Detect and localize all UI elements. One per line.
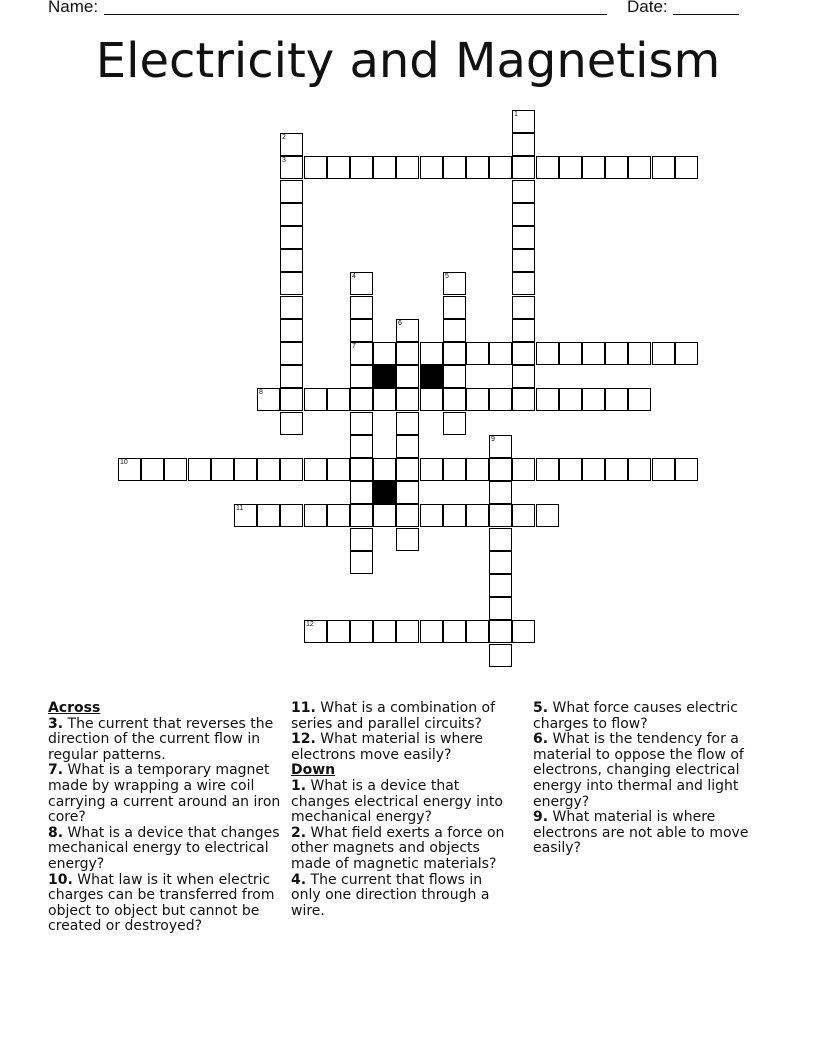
grid-cell[interactable] bbox=[466, 504, 489, 527]
grid-cell[interactable] bbox=[536, 458, 559, 481]
grid-cell[interactable] bbox=[420, 504, 443, 527]
grid-cell[interactable] bbox=[350, 296, 373, 319]
clue-across-10: 10. What law is it when electric charges can be transferred from object to object but cannot be created or destroyed? bbox=[48, 871, 275, 935]
grid-cell[interactable] bbox=[675, 156, 698, 179]
clue-number: 4 bbox=[352, 273, 356, 280]
clues-column-3 bbox=[533, 701, 763, 857]
grid-cell[interactable] bbox=[350, 435, 373, 458]
clue-number: 7 bbox=[352, 343, 356, 350]
grid-cell[interactable] bbox=[280, 319, 303, 342]
grid-cell[interactable] bbox=[257, 388, 280, 411]
grid-cell[interactable] bbox=[280, 203, 303, 226]
grid-cell[interactable] bbox=[280, 296, 303, 319]
grid-cell[interactable] bbox=[512, 272, 535, 295]
grid-cell[interactable] bbox=[559, 156, 582, 179]
grid-cell[interactable] bbox=[466, 388, 489, 411]
grid-cell[interactable] bbox=[280, 226, 303, 249]
grid-cell[interactable] bbox=[420, 458, 443, 481]
grid-cell[interactable] bbox=[304, 504, 327, 527]
grid-cell[interactable] bbox=[280, 249, 303, 272]
grid-cell[interactable] bbox=[536, 342, 559, 365]
grid-cell[interactable] bbox=[559, 388, 582, 411]
grid-cell[interactable] bbox=[536, 156, 559, 179]
clue-number: 12 bbox=[306, 621, 314, 628]
grid-cell[interactable] bbox=[512, 296, 535, 319]
grid-cell[interactable] bbox=[396, 388, 419, 411]
grid-cell[interactable] bbox=[373, 156, 396, 179]
clue-number: 11 bbox=[236, 505, 244, 512]
grid-cell[interactable] bbox=[350, 458, 373, 481]
clue-number: 2 bbox=[282, 134, 286, 141]
grid-cell[interactable] bbox=[512, 249, 535, 272]
clue-number: 5 bbox=[445, 273, 449, 280]
grid-cell[interactable] bbox=[257, 504, 280, 527]
grid-cell[interactable] bbox=[443, 504, 466, 527]
grid-cell[interactable] bbox=[512, 365, 535, 388]
grid-cell[interactable] bbox=[489, 481, 512, 504]
date-field[interactable] bbox=[673, 14, 739, 15]
grid-cell[interactable] bbox=[628, 388, 651, 411]
grid-cell[interactable] bbox=[489, 620, 512, 643]
grid-cell[interactable] bbox=[512, 180, 535, 203]
grid-cell[interactable] bbox=[512, 342, 535, 365]
grid-cell[interactable] bbox=[118, 458, 141, 481]
grid-cell[interactable] bbox=[489, 504, 512, 527]
grid-cell[interactable] bbox=[396, 156, 419, 179]
grid-cell[interactable] bbox=[350, 551, 373, 574]
grid-cell[interactable] bbox=[443, 458, 466, 481]
black-cell bbox=[373, 365, 396, 388]
grid-cell[interactable] bbox=[420, 388, 443, 411]
clue-across-8: 8. What is a device that changes mechanical energy to electrical energy? bbox=[48, 824, 280, 872]
grid-cell[interactable] bbox=[396, 412, 419, 435]
grid-cell[interactable] bbox=[443, 342, 466, 365]
grid-cell[interactable] bbox=[466, 458, 489, 481]
clue-number: 1 bbox=[514, 111, 518, 118]
grid-cell[interactable] bbox=[141, 458, 164, 481]
across-heading: Across bbox=[48, 700, 101, 716]
grid-cell[interactable] bbox=[350, 156, 373, 179]
clue-down-4: 4. The current that flows in only one direction through a wire. bbox=[291, 871, 490, 919]
grid-cell[interactable] bbox=[280, 133, 303, 156]
grid-cell[interactable] bbox=[582, 458, 605, 481]
grid-cell[interactable] bbox=[489, 551, 512, 574]
grid-cell[interactable] bbox=[373, 504, 396, 527]
clue-down-1: 1. What is a device that changes electrical energy into mechanical energy? bbox=[291, 777, 503, 826]
grid-cell[interactable] bbox=[234, 458, 257, 481]
grid-cell[interactable] bbox=[280, 342, 303, 365]
grid-cell[interactable] bbox=[512, 133, 535, 156]
grid-cell[interactable] bbox=[327, 156, 350, 179]
grid-cell[interactable] bbox=[489, 156, 512, 179]
grid-cell[interactable] bbox=[280, 180, 303, 203]
grid-cell[interactable] bbox=[489, 435, 512, 458]
black-cell bbox=[420, 365, 443, 388]
grid-cell[interactable] bbox=[675, 342, 698, 365]
grid-cell[interactable] bbox=[350, 528, 373, 551]
grid-cell[interactable] bbox=[396, 458, 419, 481]
grid-cell[interactable] bbox=[420, 620, 443, 643]
grid-cell[interactable] bbox=[536, 388, 559, 411]
grid-cell[interactable] bbox=[327, 504, 350, 527]
grid-cell[interactable] bbox=[512, 319, 535, 342]
grid-cell[interactable] bbox=[327, 458, 350, 481]
grid-cell[interactable] bbox=[420, 342, 443, 365]
grid-cell[interactable] bbox=[512, 156, 535, 179]
grid-cell[interactable] bbox=[443, 388, 466, 411]
grid-cell[interactable] bbox=[234, 504, 257, 527]
grid-cell[interactable] bbox=[280, 388, 303, 411]
grid-cell[interactable] bbox=[280, 272, 303, 295]
grid-cell[interactable] bbox=[420, 156, 443, 179]
name-label: Name: bbox=[48, 0, 99, 16]
grid-cell[interactable] bbox=[582, 388, 605, 411]
grid-cell[interactable] bbox=[327, 388, 350, 411]
grid-cell[interactable] bbox=[350, 319, 373, 342]
grid-cell[interactable] bbox=[489, 388, 512, 411]
grid-cell[interactable] bbox=[605, 458, 628, 481]
grid-cell[interactable] bbox=[675, 458, 698, 481]
grid-cell[interactable] bbox=[350, 412, 373, 435]
grid-cell[interactable] bbox=[164, 458, 187, 481]
grid-cell[interactable] bbox=[350, 342, 373, 365]
grid-cell[interactable] bbox=[512, 504, 535, 527]
grid-cell[interactable] bbox=[512, 226, 535, 249]
grid-cell[interactable] bbox=[466, 342, 489, 365]
grid-cell[interactable] bbox=[373, 458, 396, 481]
down-heading: Down bbox=[291, 762, 336, 779]
grid-cell[interactable] bbox=[396, 620, 419, 643]
grid-cell[interactable] bbox=[257, 458, 280, 481]
grid-cell[interactable] bbox=[605, 388, 628, 411]
clues-column-2 bbox=[291, 701, 516, 919]
grid-cell[interactable] bbox=[396, 528, 419, 551]
grid-cell[interactable] bbox=[396, 319, 419, 342]
grid-cell[interactable] bbox=[396, 481, 419, 504]
grid-cell[interactable] bbox=[512, 620, 535, 643]
grid-cell[interactable] bbox=[443, 156, 466, 179]
grid-cell[interactable] bbox=[280, 458, 303, 481]
grid-cell[interactable] bbox=[350, 365, 373, 388]
grid-cell[interactable] bbox=[304, 620, 327, 643]
clue-down-9: 9. What material is where electrons are not able to move easily? bbox=[533, 809, 749, 857]
clues-column-1 bbox=[48, 701, 284, 935]
grid-cell[interactable] bbox=[304, 458, 327, 481]
grid-cell[interactable] bbox=[373, 342, 396, 365]
grid-cell[interactable] bbox=[628, 342, 651, 365]
clue-down-2: 2. What field exerts a force on other magnets and objects made of magnetic materials? bbox=[291, 824, 505, 872]
grid-cell[interactable] bbox=[350, 620, 373, 643]
grid-cell[interactable] bbox=[280, 504, 303, 527]
grid-cell[interactable] bbox=[443, 296, 466, 319]
grid-cell[interactable] bbox=[628, 156, 651, 179]
grid-cell[interactable] bbox=[652, 156, 675, 179]
grid-cell[interactable] bbox=[327, 620, 350, 643]
grid-cell[interactable] bbox=[304, 156, 327, 179]
grid-cell[interactable] bbox=[489, 458, 512, 481]
grid-cell[interactable] bbox=[489, 528, 512, 551]
grid-cell[interactable] bbox=[373, 388, 396, 411]
grid-cell[interactable] bbox=[396, 435, 419, 458]
grid-cell[interactable] bbox=[350, 272, 373, 295]
clue-number: 8 bbox=[259, 389, 263, 396]
grid-cell[interactable] bbox=[280, 412, 303, 435]
grid-cell[interactable] bbox=[582, 342, 605, 365]
grid-cell[interactable] bbox=[605, 156, 628, 179]
grid-cell[interactable] bbox=[605, 342, 628, 365]
grid-cell[interactable] bbox=[350, 504, 373, 527]
page-title: Electricity and Magnetism bbox=[95, 33, 721, 89]
grid-cell[interactable] bbox=[188, 458, 211, 481]
grid-cell[interactable] bbox=[443, 412, 466, 435]
grid-cell[interactable] bbox=[211, 458, 234, 481]
grid-cell[interactable] bbox=[466, 620, 489, 643]
grid-cell[interactable] bbox=[489, 342, 512, 365]
clue-across-3: 3. The current that reverses the direction of the current flow in regular patterns. bbox=[48, 715, 274, 763]
grid-cell[interactable] bbox=[280, 365, 303, 388]
grid-cell[interactable] bbox=[396, 365, 419, 388]
grid-cell[interactable] bbox=[652, 458, 675, 481]
clue-down-6: 6. What is the tendency for a material to oppose the flow of electrons, changing electrical energy into thermal and light energy? bbox=[533, 731, 744, 810]
grid-cell[interactable] bbox=[396, 342, 419, 365]
grid-cell[interactable] bbox=[466, 156, 489, 179]
grid-cell[interactable] bbox=[559, 342, 582, 365]
grid-cell[interactable] bbox=[489, 574, 512, 597]
grid-cell[interactable] bbox=[443, 319, 466, 342]
clue-across-11: 11. What is a combination of series and parallel circuits? bbox=[291, 700, 496, 732]
grid-cell[interactable] bbox=[373, 620, 396, 643]
grid-cell[interactable] bbox=[582, 156, 605, 179]
grid-cell[interactable] bbox=[512, 458, 535, 481]
grid-cell[interactable] bbox=[536, 504, 559, 527]
clue-number: 10 bbox=[120, 459, 128, 466]
clue-number: 6 bbox=[398, 320, 402, 327]
name-field[interactable] bbox=[104, 14, 607, 15]
grid-cell[interactable] bbox=[280, 156, 303, 179]
grid-cell[interactable] bbox=[559, 458, 582, 481]
clue-across-12: 12. What material is where electrons move easily? bbox=[291, 731, 484, 763]
grid-cell[interactable] bbox=[350, 388, 373, 411]
grid-cell[interactable] bbox=[350, 481, 373, 504]
grid-cell[interactable] bbox=[489, 644, 512, 667]
grid-cell[interactable] bbox=[512, 110, 535, 133]
clue-across-7: 7. What is a temporary magnet made by wrapping a wire coil carrying a current around an iron core? bbox=[48, 762, 281, 826]
grid-cell[interactable] bbox=[652, 342, 675, 365]
grid-cell[interactable] bbox=[512, 203, 535, 226]
date-label: Date: bbox=[627, 0, 668, 16]
grid-cell[interactable] bbox=[512, 388, 535, 411]
grid-cell[interactable] bbox=[396, 504, 419, 527]
grid-cell[interactable] bbox=[489, 597, 512, 620]
grid-cell[interactable] bbox=[628, 458, 651, 481]
grid-cell[interactable] bbox=[304, 388, 327, 411]
clue-down-5: 5. What force causes electric charges to flow? bbox=[533, 700, 738, 732]
grid-cell[interactable] bbox=[443, 365, 466, 388]
clue-number: 3 bbox=[282, 157, 286, 164]
grid-cell[interactable] bbox=[443, 272, 466, 295]
clue-number: 9 bbox=[491, 436, 495, 443]
grid-cell[interactable] bbox=[443, 620, 466, 643]
black-cell bbox=[373, 481, 396, 504]
